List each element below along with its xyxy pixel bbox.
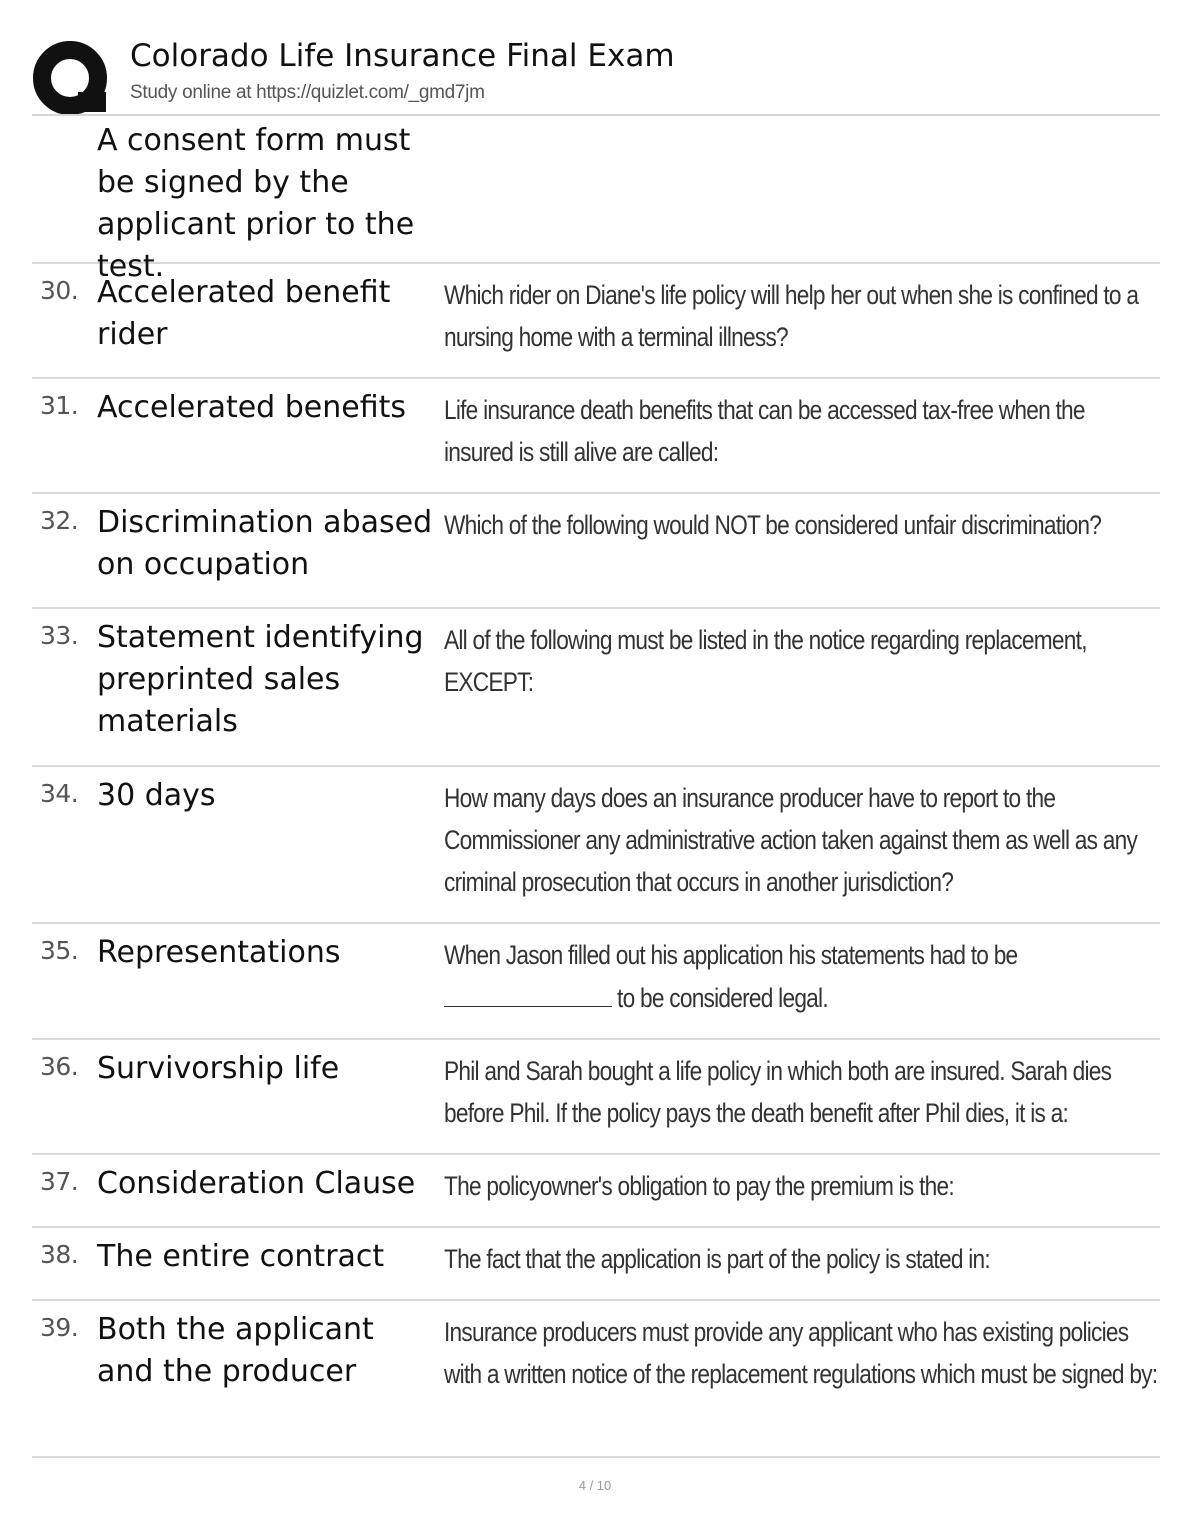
card-term: A consent form must be signed by the applicant prior to the test.	[97, 123, 415, 284]
flashcard-31	[32, 379, 1160, 494]
flashcard-continuation	[32, 116, 1160, 284]
flashcard-37	[32, 1155, 1160, 1228]
card-term: Accelerated benefit rider	[97, 275, 391, 352]
card-number: 30.	[40, 276, 79, 305]
definition-line-2	[444, 976, 1158, 1019]
card-term: 30 days	[97, 778, 216, 813]
study-online-link[interactable]: Study online at https://quizlet.com/_gmd7jm	[130, 82, 485, 103]
card-term: The entire contract	[97, 1239, 385, 1274]
card-term: Consideration Clause	[97, 1166, 416, 1201]
flashcard-35	[32, 924, 1160, 1040]
page-number: 4 / 10	[578, 1478, 612, 1493]
flashcard-39	[32, 1301, 1160, 1458]
card-definition: All of the following must be listed in the notice regarding replacement, EXCEPT:	[444, 625, 1087, 697]
card-term: Discrimination abased on occupation	[97, 505, 433, 582]
card-number: 35.	[40, 936, 79, 965]
card-term: Statement identifying preprinted sales materials	[97, 620, 424, 739]
quizlet-logo-icon	[32, 40, 112, 120]
card-number: 37.	[40, 1167, 79, 1196]
fill-in-blank	[444, 976, 612, 1007]
flashcard-36	[32, 1040, 1160, 1155]
card-number: 32.	[40, 506, 79, 535]
card-number: 33.	[40, 621, 79, 650]
card-definition: The fact that the application is part of the policy is stated in:	[444, 1244, 990, 1274]
card-number: 38.	[40, 1240, 79, 1269]
card-definition: How many days does an insurance producer have to report to the Commissioner any administrative action taken against them as well as any criminal prosecution that occurs in another jurisdiction?	[444, 783, 1138, 897]
card-definition: Life insurance death benefits that can be accessed tax-free when the insured is still alive are called:	[444, 395, 1085, 467]
definition-text: to be considered legal.	[617, 983, 828, 1013]
card-definition	[444, 934, 1158, 1019]
card-number: 39.	[40, 1313, 79, 1342]
flashcard-33	[32, 609, 1160, 767]
document-title: Colorado Life Insurance Final Exam	[130, 38, 675, 74]
definition-line-1: When Jason filled out his application his statements had to be	[444, 940, 1018, 970]
card-term: Representations	[97, 935, 341, 970]
flashcard-38	[32, 1228, 1160, 1301]
card-number: 34.	[40, 779, 79, 808]
flashcard-32	[32, 494, 1160, 609]
card-term: Accelerated benefits	[97, 390, 407, 425]
card-definition: Which of the following would NOT be considered unfair discrimination?	[444, 510, 1102, 540]
flashcard-34	[32, 767, 1160, 924]
card-definition: The policyowner's obligation to pay the premium is the:	[444, 1171, 954, 1201]
flashcard-30	[32, 264, 1160, 379]
card-term: Both the applicant and the producer	[97, 1312, 374, 1389]
card-number: 36.	[40, 1052, 79, 1081]
document-header	[32, 30, 1160, 116]
card-definition: Insurance producers must provide any applicant who has existing policies with a written notice of the replacement regulations which must be signed by:	[444, 1317, 1158, 1389]
card-definition: Which rider on Diane's life policy will help her out when she is confined to a nursing home with a terminal illness?	[444, 280, 1139, 352]
card-term: Survivorship life	[97, 1051, 340, 1086]
card-definition: Phil and Sarah bought a life policy in which both are insured. Sarah dies before Phil. If the policy pays the death benefit after Phil dies, it is a:	[444, 1056, 1112, 1128]
card-number: 31.	[40, 391, 79, 420]
